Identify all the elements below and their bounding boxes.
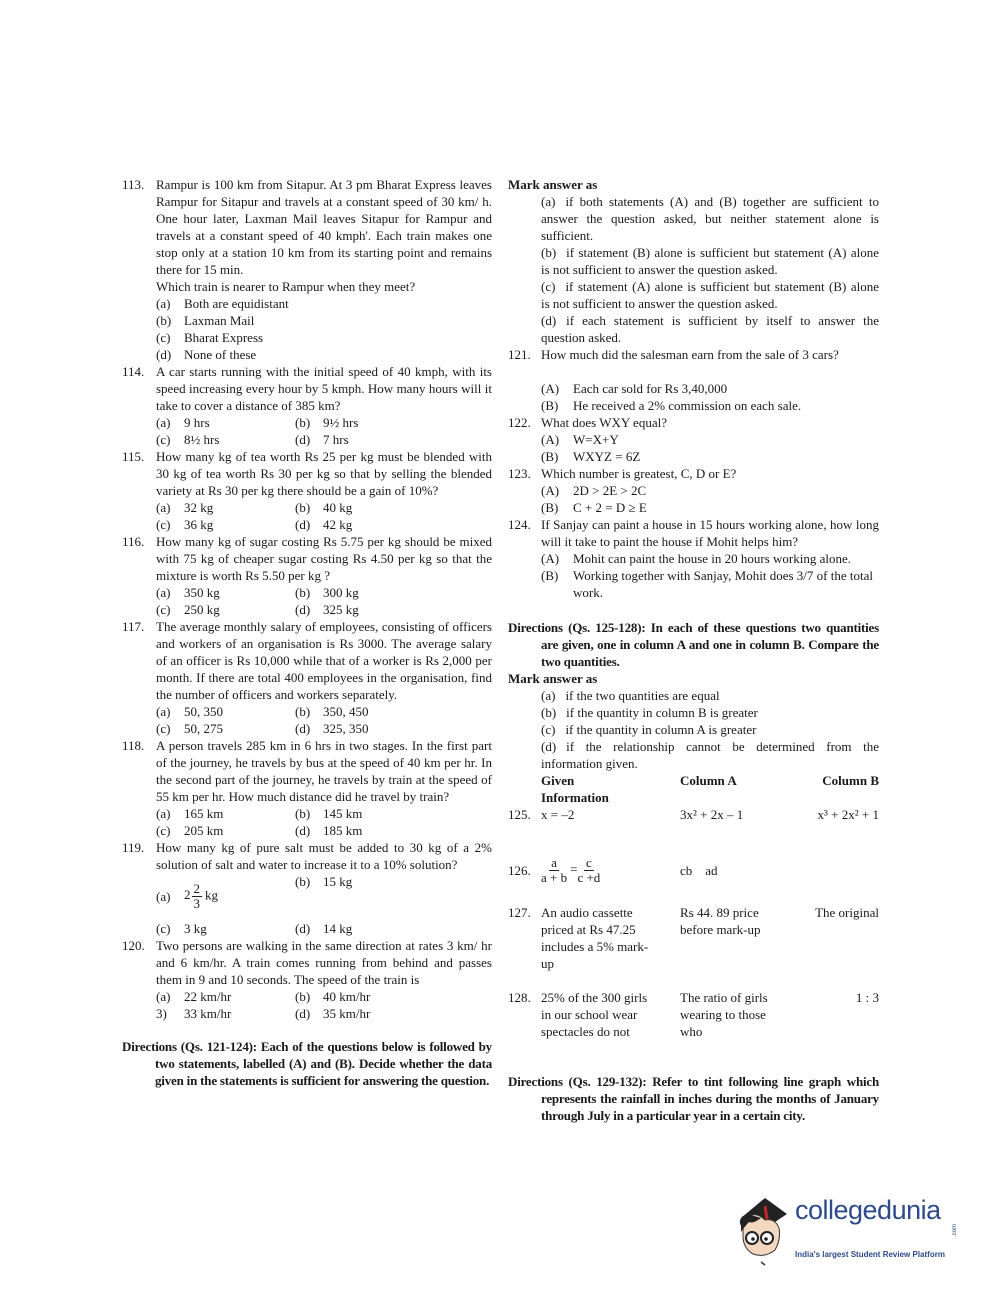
options	[156, 414, 492, 448]
question-number: 123.	[508, 466, 531, 481]
option-b[interactable]	[541, 448, 879, 465]
option-label: (b)	[295, 874, 311, 889]
mark-text: if the relationship cannot be determined from the information given.	[541, 739, 879, 771]
column-a-value: cb ad	[680, 862, 718, 878]
directions-text: Refer to tint following line graph which represents the rainfall in inches during the months of January through July in a particular year in a certain city.	[541, 1074, 879, 1123]
option-d[interactable]	[295, 601, 492, 618]
option-label: (b)	[295, 415, 311, 430]
option-d[interactable]	[295, 920, 492, 937]
option-text: 185 km	[323, 823, 363, 838]
question-122	[508, 414, 879, 465]
option-b[interactable]	[295, 499, 492, 516]
mark-label: (a)	[541, 688, 556, 703]
equals-sign: =	[570, 860, 578, 876]
fraction-numerator: c	[585, 854, 592, 870]
option-label: (A)	[541, 432, 560, 447]
option-label: (B)	[541, 398, 559, 413]
option-label: (b)	[295, 806, 311, 821]
option-c[interactable]	[156, 601, 295, 618]
option-label: (B)	[541, 500, 559, 515]
question-text: Two persons are walking in the same direction at rates 3 km/ hr and 6 km/hr. A train comes running from behind and passes them in 9 and 10 seconds. The speed of the train is	[156, 938, 492, 987]
options	[541, 550, 879, 601]
option-a[interactable]	[541, 380, 879, 397]
mark-answer-item	[508, 721, 879, 738]
option-d[interactable]	[295, 822, 492, 839]
option-text: 40 kg	[323, 500, 353, 515]
directions-title: Directions (Qs. 125-128):	[508, 620, 646, 635]
option-label: (c)	[156, 921, 171, 936]
option-text: 250 kg	[184, 602, 220, 617]
table-row-125	[508, 806, 879, 823]
given-information: An audio cassette priced at Rs 47.25 includes a 5% mark-up	[541, 905, 649, 971]
given-information	[541, 856, 659, 885]
option-label: (B)	[541, 568, 559, 583]
logo-suffix: .com	[952, 1223, 959, 1238]
option-c[interactable]	[156, 920, 295, 937]
option-text: 350 kg	[184, 585, 220, 600]
option-label: (d)	[295, 517, 311, 532]
question-124	[508, 516, 879, 601]
option-label: (a)	[156, 989, 171, 1004]
option-text: W=X+Y	[573, 432, 619, 447]
row-number: 127.	[508, 905, 531, 920]
option-label: (a)	[156, 296, 171, 311]
option-c[interactable]	[156, 720, 295, 737]
question-114	[122, 363, 492, 448]
option-label: (c)	[156, 517, 171, 532]
option-label: (b)	[295, 989, 311, 1004]
option-a[interactable]	[541, 550, 879, 567]
option-b[interactable]	[295, 584, 492, 601]
option-label: (c)	[156, 330, 171, 345]
directions-text: In each of these questions two quantities are given, one in column A and one in column B. Compare the two quantities.	[541, 620, 879, 669]
mark-text: if statement (A) alone is sufficient but statement (B) alone is not sufficient to answer the question asked.	[541, 279, 879, 311]
option-label: (d)	[295, 823, 311, 838]
directions-129-132	[508, 1073, 879, 1124]
option-label: (A)	[541, 551, 560, 566]
table-row-128	[508, 989, 879, 1040]
option-text: 8½ hrs	[184, 432, 220, 447]
option-text: 325 kg	[323, 602, 359, 617]
mark-label: (c)	[541, 279, 556, 294]
option-label: (B)	[541, 449, 559, 464]
mark-answer-item	[508, 193, 879, 244]
mark-answer-heading: Mark answer as	[508, 177, 598, 192]
option-text: 40 km/hr	[323, 989, 371, 1004]
option-b[interactable]	[295, 805, 492, 822]
option-text: 50, 275	[184, 721, 223, 736]
option-label: (b)	[295, 500, 311, 515]
question-number: 116.	[122, 534, 145, 549]
option-d[interactable]	[295, 516, 492, 533]
option-b[interactable]	[295, 873, 492, 920]
option-label: (b)	[295, 585, 311, 600]
mark-text: if statement (B) alone is sufficient but statement (A) alone is not sufficient to answer the question asked.	[541, 245, 879, 277]
option-label: (d)	[295, 602, 311, 617]
option-text: None of these	[184, 347, 257, 362]
header-spacer	[508, 772, 541, 806]
option-d[interactable]	[295, 720, 492, 737]
question-text: How many kg of tea worth Rs 25 per kg must be blended with 30 kg of tea worth Rs 30 per kg so that by selling the blended variety at Rs 30 per kg there should be a gain of 10%?	[156, 449, 492, 498]
option-text: 350, 450	[323, 704, 369, 719]
header-given: Given Information	[541, 773, 609, 805]
option-text: 33 km/hr	[184, 1006, 232, 1021]
option-a[interactable]	[156, 703, 295, 720]
mark-answer-block-2	[508, 670, 879, 772]
question-text: A car starts running with the initial speed of 40 kmph, with its speed increasing every hour by 5 kmph. How many hours will it take to cover a distance of 385 km?	[156, 364, 492, 413]
left-column	[122, 176, 492, 1089]
mark-label: (b)	[541, 705, 557, 720]
fraction-unit: kg	[205, 887, 218, 903]
option-text: Each car sold for Rs 3,40,000	[573, 381, 728, 396]
options	[156, 873, 492, 937]
option-label: (b)	[295, 704, 311, 719]
question-number: 115.	[122, 449, 145, 464]
question-text: How many kg of pure salt must be added to 30 kg of a 2% solution of salt and water to increase it to a 10% solution?	[156, 840, 492, 872]
mark-label: (a)	[541, 194, 556, 209]
options	[156, 295, 492, 363]
mark-label: (d)	[541, 313, 557, 328]
column-a-value: The ratio of girls wearing to those who	[680, 990, 771, 1039]
option-text: 165 km	[184, 806, 224, 821]
question-number: 121.	[508, 347, 531, 362]
option-a[interactable]	[156, 805, 295, 822]
mark-answer-item	[508, 704, 879, 721]
option-text: WXYZ = 6Z	[573, 449, 641, 464]
option-text: 7 hrs	[323, 432, 349, 447]
option-label: (d)	[295, 721, 311, 736]
mark-answer-heading: Mark answer as	[508, 671, 598, 686]
option-a[interactable]	[156, 584, 295, 601]
option-d[interactable]	[156, 346, 492, 363]
option-text: Bharat Express	[184, 330, 264, 345]
option-label: (d)	[295, 921, 311, 936]
option-text: He received a 2% commission on each sale.	[573, 398, 802, 413]
options	[156, 584, 492, 618]
given-information: x = –2	[541, 807, 575, 822]
fraction-numerator: a	[551, 854, 557, 870]
option-text: Laxman Mail	[184, 313, 255, 328]
question-117	[122, 618, 492, 737]
option-b[interactable]	[541, 499, 879, 516]
option-b[interactable]	[295, 703, 492, 720]
option-text: 15 kg	[323, 874, 353, 889]
options	[541, 482, 879, 516]
fraction-rhs	[577, 856, 600, 885]
column-a-value: Rs 44. 89 price before mark-up	[680, 905, 762, 937]
option-label: (a)	[156, 500, 171, 515]
table-row-126	[508, 850, 879, 890]
option-label: (c)	[156, 823, 171, 838]
right-column	[508, 176, 879, 1124]
mixed-fraction	[192, 882, 203, 911]
option-label: (a)	[156, 585, 171, 600]
directions-title: Directions (Qs. 121-124):	[122, 1039, 257, 1054]
option-label: (d)	[156, 347, 172, 362]
question-120	[122, 937, 492, 1022]
option-text: 35 km/hr	[323, 1006, 371, 1021]
directions-121-124	[122, 1038, 492, 1089]
option-text	[184, 882, 218, 911]
option-a[interactable]	[541, 482, 879, 499]
mark-text: if both statements (A) and (B) together are sufficient to answer the question asked, but neither statement alone is sufficient.	[541, 194, 879, 243]
option-text: 36 kg	[184, 517, 214, 532]
mark-answer-item	[508, 687, 879, 704]
options	[156, 988, 492, 1022]
options	[156, 499, 492, 533]
option-c[interactable]	[156, 516, 295, 533]
mark-text: if the quantity in column A is greater	[565, 722, 757, 737]
option-a[interactable]	[156, 988, 295, 1005]
option-label: (a)	[156, 704, 171, 719]
option-label: (b)	[156, 313, 172, 328]
question-113	[122, 176, 492, 363]
mark-answer-item	[508, 278, 879, 312]
header-column-b: Column B	[822, 773, 879, 788]
fraction-denominator: c +d	[577, 869, 601, 885]
option-text: 32 kg	[184, 500, 214, 515]
option-a[interactable]	[156, 499, 295, 516]
given-information: 25% of the 300 girls in our school wear spectacles do not	[541, 990, 648, 1039]
option-label: 3)	[156, 1006, 167, 1021]
question-text: Which number is greatest, C, D or E?	[541, 466, 737, 481]
fraction-whole: 2	[184, 887, 191, 903]
option-text: Both are equidistant	[184, 296, 289, 311]
mark-answer-item	[508, 738, 879, 772]
table-row-127	[508, 904, 879, 972]
mark-answer-item	[508, 312, 879, 346]
option-a[interactable]	[156, 414, 295, 431]
question-number: 113.	[122, 177, 145, 192]
column-b-value: The original	[815, 905, 879, 920]
question-text: How much did the salesman earn from the sale of 3 cars?	[541, 347, 839, 362]
option-label: (d)	[295, 1006, 311, 1021]
fraction-denominator: 3	[193, 896, 200, 911]
option-b[interactable]	[541, 567, 879, 601]
option-label: (A)	[541, 381, 560, 396]
logo-wordmark: collegedunia	[795, 1195, 941, 1225]
question-116	[122, 533, 492, 618]
option-text: C + 2 = D ≥ E	[573, 500, 647, 515]
question-121	[508, 346, 879, 414]
option-c[interactable]	[156, 822, 295, 839]
options	[541, 380, 879, 414]
option-b[interactable]	[156, 312, 492, 329]
comparison-table	[508, 772, 879, 1040]
option-label: (c)	[156, 432, 171, 447]
mark-label: (b)	[541, 245, 557, 260]
question-text: A person travels 285 km in 6 hrs in two stages. In the first part of the journey, he travels by bus at the speed of 40 km per hr. In the second part of the journey, he travels by train at the speed of 55 km per hr. How much distance did he travel by train?	[156, 738, 492, 804]
option-label: (a)	[156, 889, 171, 904]
mascot-icon	[735, 1196, 793, 1268]
option-text: 145 km	[323, 806, 363, 821]
option-c[interactable]	[156, 431, 295, 448]
mark-text: if each statement is sufficient by itself to answer the question asked.	[541, 313, 879, 345]
option-label: (c)	[156, 721, 171, 736]
directions-text: Each of the questions below is followed by two statements, labelled (A) and (B). Decide whether the data given in the statements is sufficient for answering the question.	[155, 1039, 492, 1088]
option-text: 3 kg	[184, 921, 207, 936]
question-text: If Sanjay can paint a house in 15 hours working alone, how long will it take to paint the house if Mohit helps him?	[541, 517, 879, 549]
question-number: 119.	[122, 840, 145, 855]
option-a[interactable]	[156, 295, 492, 312]
option-label: (d)	[295, 432, 311, 447]
option-text: 14 kg	[323, 921, 353, 936]
header-column-a: Column A	[680, 773, 737, 788]
option-label: (A)	[541, 483, 560, 498]
option-3[interactable]	[156, 1005, 295, 1022]
option-text: 22 km/hr	[184, 989, 232, 1004]
options	[541, 431, 879, 465]
mark-label: (d)	[541, 739, 557, 754]
option-text: 2D > 2E > 2C	[573, 483, 647, 498]
fraction-numerator: 2	[193, 881, 200, 896]
question-text: Rampur is 100 km from Sitapur. At 3 pm Bharat Express leaves Rampur for Sitapur and travels at a constant speed of 30 km/ h. One hour later, Laxman Mail leaves Sitapur for Rampur and travels at a constant speed of 40 kmph'. Each train makes one stop only at a station 10 km from its starting point and remains there for 15 min.	[156, 177, 492, 277]
option-label: (a)	[156, 415, 171, 430]
logo-tagline: India's largest Student Review Platform	[795, 1250, 945, 1259]
option-text: 50, 350	[184, 704, 223, 719]
directions-title: Directions (Qs. 129-132):	[508, 1074, 647, 1089]
option-b[interactable]	[295, 414, 492, 431]
question-number: 124.	[508, 517, 531, 532]
row-number: 128.	[508, 990, 531, 1005]
fraction-lhs	[541, 856, 567, 885]
question-number: 120.	[122, 938, 145, 953]
column-a-value: 3x² + 2x – 1	[680, 807, 744, 822]
mark-answer-block-1	[508, 176, 879, 346]
question-number: 114.	[122, 364, 145, 379]
mark-answer-item	[508, 244, 879, 278]
options	[156, 805, 492, 839]
column-b-value: 1 : 3	[855, 990, 879, 1005]
option-d[interactable]	[295, 1005, 492, 1022]
directions-125-128	[508, 619, 879, 670]
question-number: 122.	[508, 415, 531, 430]
option-label: (a)	[156, 806, 171, 821]
question-115	[122, 448, 492, 533]
question-119	[122, 839, 492, 937]
option-text: Mohit can paint the house in 20 hours working alone.	[573, 551, 852, 566]
mark-label: (c)	[541, 722, 556, 737]
question-number: 118.	[122, 738, 145, 753]
question-number: 117.	[122, 619, 145, 634]
question-118	[122, 737, 492, 839]
option-text: 42 kg	[323, 517, 353, 532]
option-a[interactable]	[156, 873, 295, 920]
option-text: 205 km	[184, 823, 224, 838]
option-text: 9 hrs	[184, 415, 210, 430]
option-b[interactable]	[541, 397, 879, 414]
option-text: 9½ hrs	[323, 415, 359, 430]
fraction-denominator: a + b	[541, 869, 568, 885]
option-text: 300 kg	[323, 585, 359, 600]
question-text: What does WXY equal?	[541, 415, 667, 430]
question-prompt: Which train is nearer to Rampur when they meet?	[156, 279, 416, 294]
question-text: How many kg of sugar costing Rs 5.75 per kg should be mixed with 75 kg of cheaper sugar costing Rs 4.50 per kg so that the mixture is worth Rs 5.50 per kg ?	[156, 534, 492, 583]
table-header	[508, 772, 879, 806]
option-text: 325, 350	[323, 721, 369, 736]
option-d[interactable]	[295, 431, 492, 448]
option-c[interactable]	[156, 329, 492, 346]
option-a[interactable]	[541, 431, 879, 448]
mark-text: if the two quantities are equal	[565, 688, 720, 703]
option-b[interactable]	[295, 988, 492, 1005]
mark-text: if the quantity in column B is greater	[566, 705, 758, 720]
question-text: The average monthly salary of employees, consisting of officers and workers of an organisation is Rs 3000. The average salary of an officer is Rs 10,000 while that of a worker is Rs 2,000 per month. If there are total 400 employees in the organisation, find the number of officers and workers separately.	[156, 619, 492, 702]
question-123	[508, 465, 879, 516]
row-number: 125.	[508, 807, 531, 822]
option-text: Working together with Sanjay, Mohit does 3/7 of the total work.	[573, 568, 873, 600]
row-number: 126.	[508, 862, 531, 878]
options	[156, 703, 492, 737]
collegedunia-logo[interactable]	[735, 1196, 965, 1271]
option-label: (c)	[156, 602, 171, 617]
column-b-value: x³ + 2x² + 1	[817, 807, 879, 822]
